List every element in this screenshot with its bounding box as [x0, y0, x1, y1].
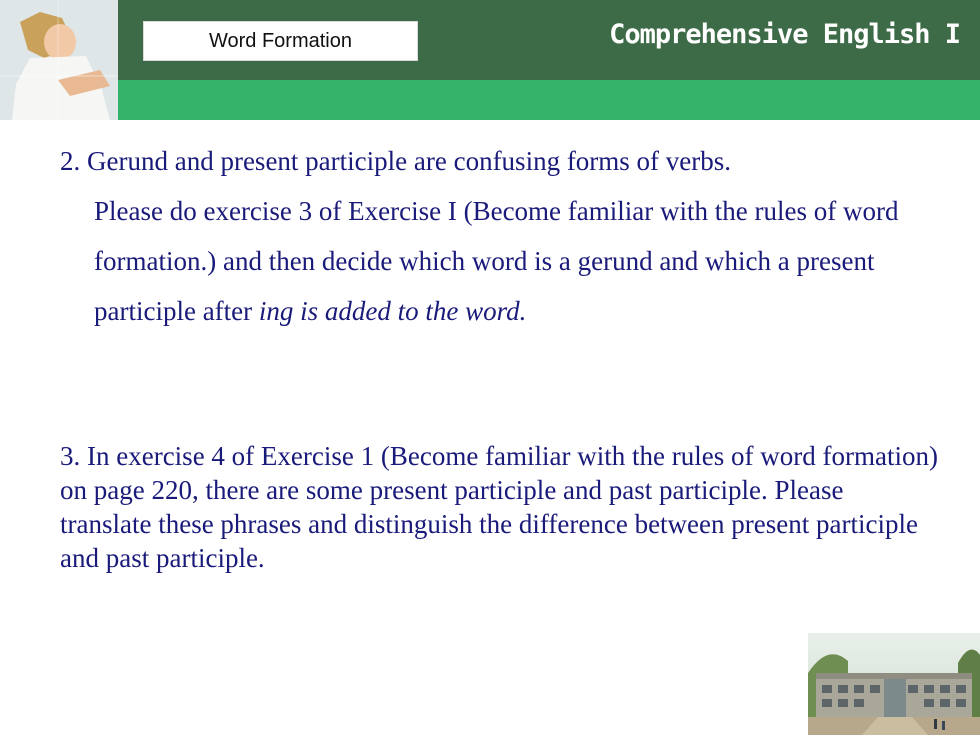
item-3-paragraph: 3. In exercise 4 of Exercise 1 (Become familiar with the rules of word formation) on page 220, there are some present participle and past participle. Please translate these phrases and distinguish the difference between present participle and past participle.: [60, 441, 938, 573]
item-2-paragraph: [60, 136, 930, 336]
section-label: Word Formation: [208, 29, 352, 52]
header-photo: [0, 0, 118, 120]
item-2-first-line: 2. Gerund and present participle are confusing forms of verbs.: [60, 146, 732, 176]
item-2-continuation: [60, 186, 930, 336]
item-2-body-text: Please do exercise 3 of Exercise I (Become familiar with the rules of word formation.) and then decide which word is a gerund and which a present participle after: [94, 196, 899, 326]
item-2-italic-text: ing is added to the word.: [258, 296, 527, 326]
campus-building-photo: [808, 633, 980, 735]
header-accent-strip: [0, 80, 980, 120]
course-title: Comprehensive English I: [609, 19, 960, 50]
section-label-box: [143, 21, 418, 61]
